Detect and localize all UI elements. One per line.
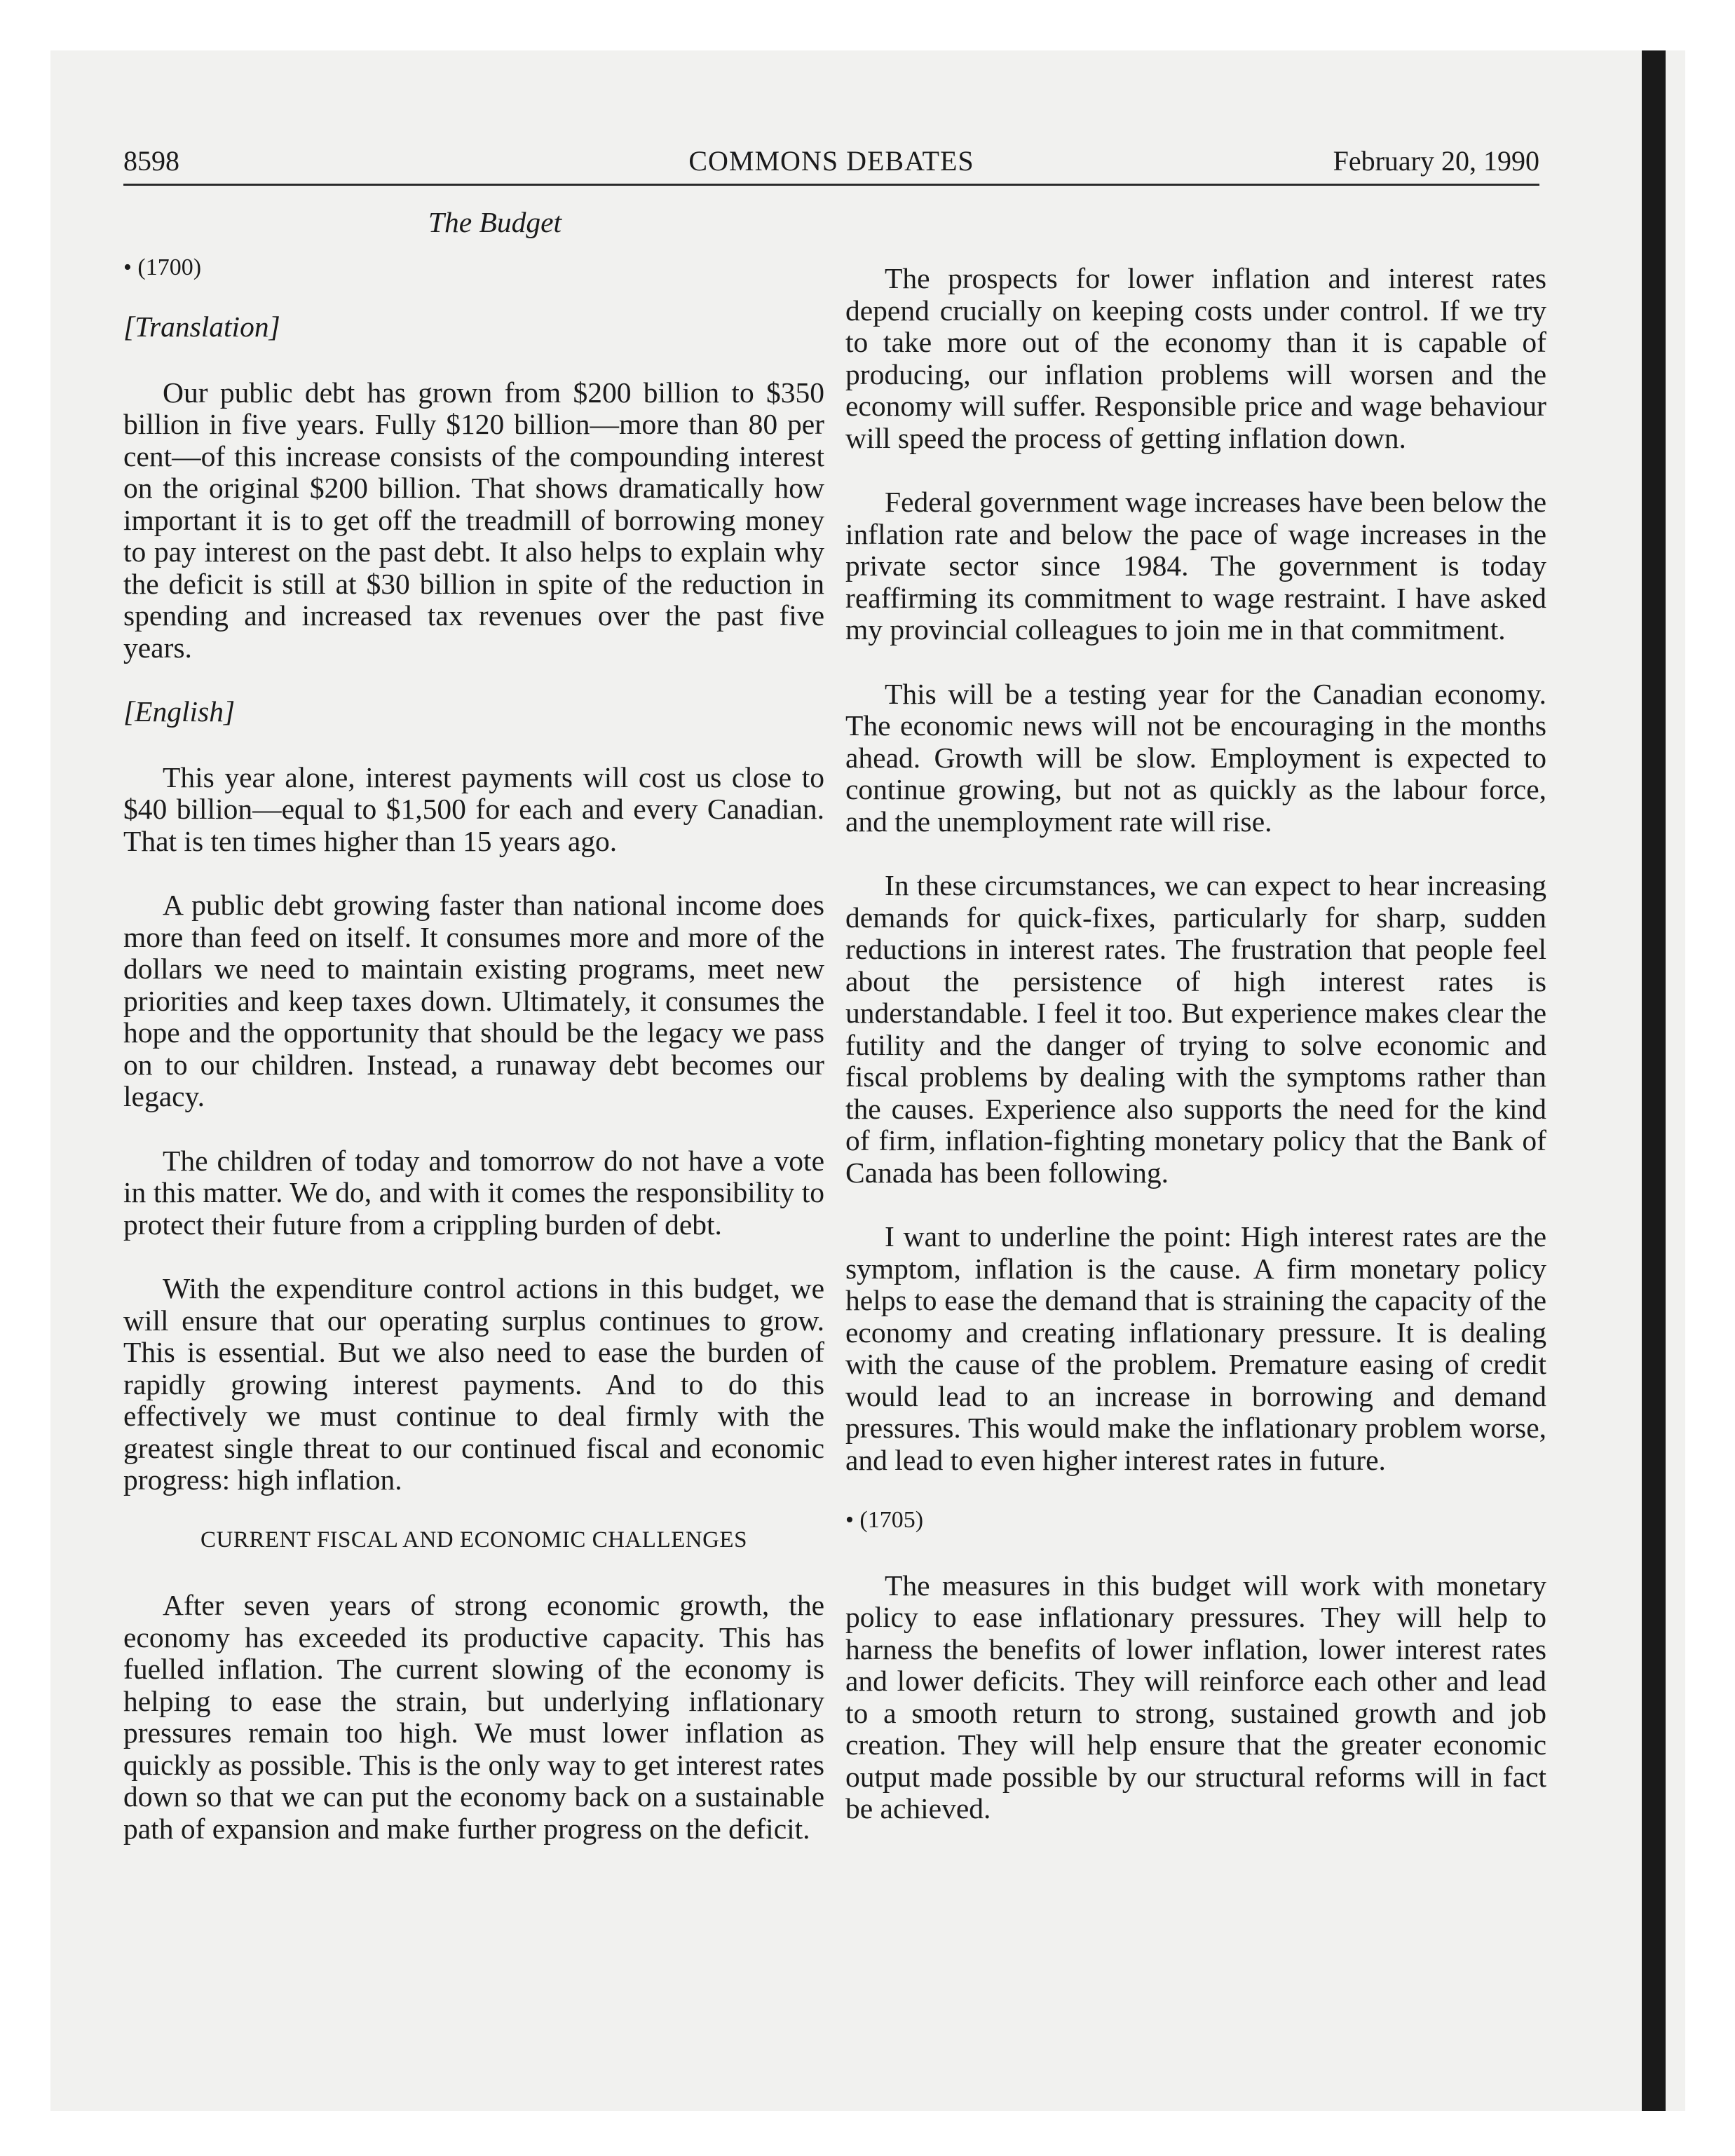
paragraph: Our public debt has grown from $200 billion to $350 billion in five years. Fully $120 billion—more than 80 per cent—of this increase consists of the compounding interest on the original $200 billion. That shows dramatically how important it is to get off the treadmill of borrowing money to pay interest on the past debt. It also helps to explain why the deficit is still at $30 billion in spite of the reduction in spending and increased tax revenues over the past five years. [123, 376, 824, 664]
section-title: The Budget [428, 206, 562, 238]
paragraph: This will be a testing year for the Canadian economy. The economic news will not be encouraging in the months ahead. Growth will be slow. Employment is expected to continue growing, but not as quickly as the labour force, and the unemployment rate will rise. [845, 677, 1546, 838]
english-tag: [English] [123, 695, 236, 728]
paragraph: The prospects for lower inflation and interest rates depend crucially on keeping costs under control. If we try to take more out of the economy than it is capable of producing, our inflation problems will worsen and the economy will suffer. Responsible price and wage behaviour will speed the process of getting inflation down. [845, 262, 1546, 454]
page-date: February 20, 1990 [1333, 145, 1539, 177]
right-column [845, 207, 1546, 1825]
paragraph: A public debt growing faster than national income does more than feed on itself. It consumes more and more of the dollars we need to maintain existing programs, meet new priorities and keep taxes down. Ultimately, it consumes the hope and the opportunity that should be the legacy we pass on to our children. Instead, a runaway debt becomes our legacy. [123, 889, 824, 1112]
page-number: 8598 [123, 145, 179, 177]
header-rule [123, 184, 1539, 186]
paragraph: This year alone, interest payments will cost us close to $40 billion—equal to $1,500 for each and every Canadian. That is ten times higher than 15 years ago. [123, 760, 824, 857]
page-header [123, 140, 1539, 182]
paragraph: In these circumstances, we can expect to hear increasing demands for quick-fixes, particularly for sharp, sudden reductions in interest rates. The frustration that people feel about the persistence of high interest rates is understandable. I feel it too. But experience makes clear the futility and the danger of trying to solve economic and fiscal problems by dealing with the symptoms rather than the causes. Experience also supports the need for the kind of firm, inflation-fighting monetary policy that the Bank of Canada has been following. [845, 869, 1546, 1189]
translation-tag: [Translation] [123, 311, 280, 343]
paragraph: The measures in this budget will work with monetary policy to ease inflationary pressures. They will help to harness the benefits of lower inflation, lower interest rates and lower deficits. They will reinforce each other and lead to a smooth return to strong, sustained growth and job creation. They will help ensure that the greater economic output made possible by our structural reforms will in fact be achieved. [845, 1569, 1546, 1824]
subheading: CURRENT FISCAL AND ECONOMIC CHALLENGES [200, 1527, 747, 1553]
paragraph: Federal government wage increases have been below the inflation rate and below the pace of wage increases in the private sector since 1984. The government is today reaffirming its commitment to wage restraint. I have asked my provincial colleagues to join me in that commitment. [845, 486, 1546, 646]
scan-edge-bar [1642, 50, 1666, 2111]
time-marker-1700: • (1700) [123, 254, 202, 280]
time-marker-1705: • (1705) [845, 1507, 924, 1533]
paragraph: The children of today and tomorrow do not have a vote in this matter. We do, and with it comes the responsibility to protect their future from a crippling burden of debt. [123, 1144, 824, 1241]
left-column [123, 207, 824, 1845]
publication-title: COMMONS DEBATES [688, 145, 974, 177]
paragraph: After seven years of strong economic growth, the economy has exceeded its productive capacity. This has fuelled inflation. The current slowing of the economy is helping to ease the strain, but underlying inflationary pressures remain too high. We must lower inflation as quickly as possible. This is the only way to get interest rates down so that we can put the economy back on a sustainable path of expansion and make further progress on the deficit. [123, 1589, 824, 1845]
paragraph: I want to underline the point: High interest rates are the symptom, inflation is the cause. A firm monetary policy helps to ease the demand that is straining the capacity of the economy and creating inflationary pressure. It is dealing with the cause of the problem. Premature easing of credit would lead to an increase in borrowing and demand pressures. This would make the inflationary problem worse, and lead to even higher interest rates in future. [845, 1220, 1546, 1476]
paragraph: With the expenditure control actions in this budget, we will ensure that our operating surplus continues to grow. This is essential. But we also need to ease the burden of rapidly growing interest payments. And to do this effectively we must continue to deal firmly with the greatest single threat to our continued fiscal and economic progress: high inflation. [123, 1272, 824, 1496]
